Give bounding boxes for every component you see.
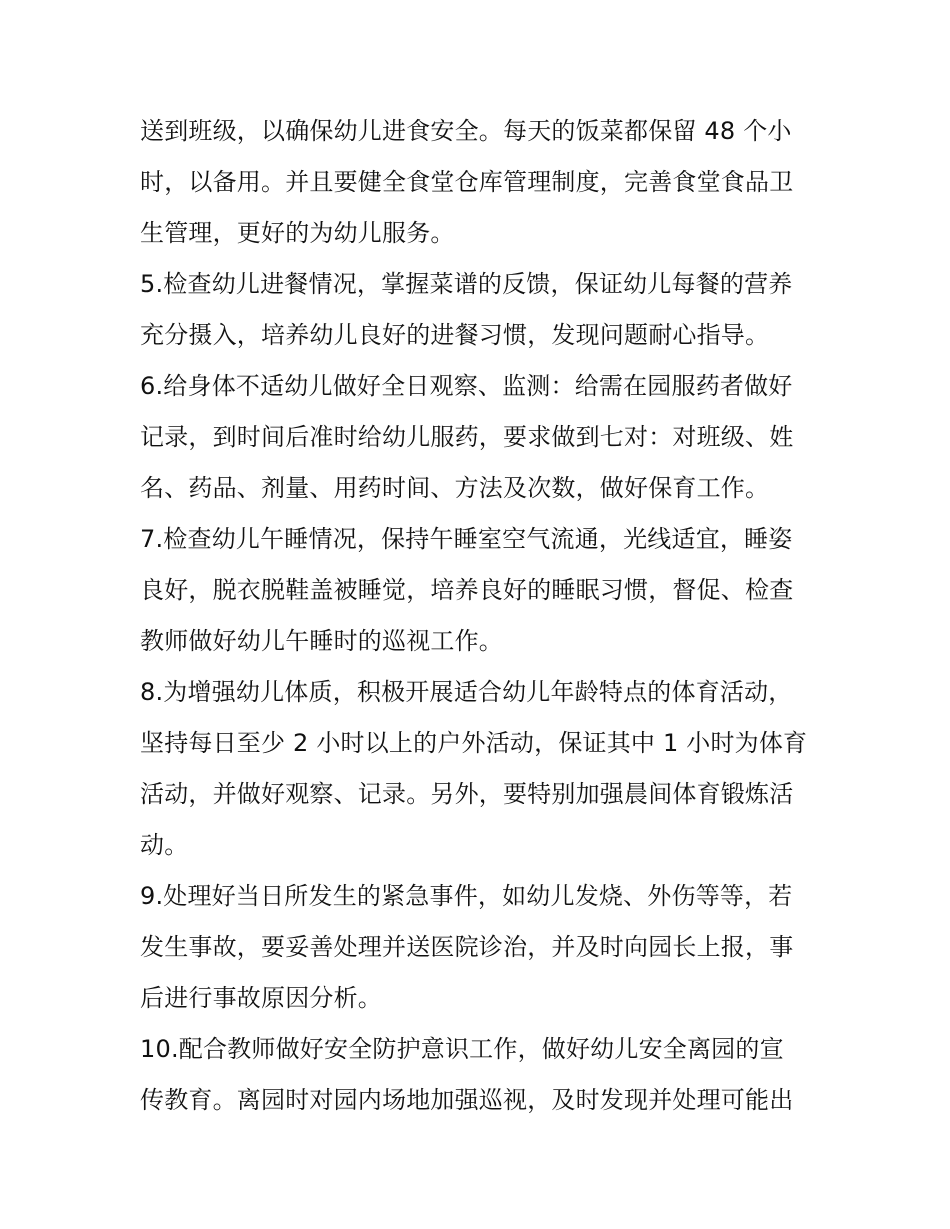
text-line: 时，以备用。并且要健全食堂仓库管理制度，完善食堂食品卫 [140, 168, 794, 196]
text-line: 5.检查幼儿进餐情况，掌握菜谱的反馈，保证幼儿每餐的营养 [140, 270, 793, 298]
text-line: 7.检查幼儿午睡情况，保持午睡室空气流通，光线适宜，睡姿 [140, 525, 793, 553]
text-line: 动。 [140, 831, 189, 859]
text-line: 送到班级，以确保幼儿进食安全。每天的饭菜都保留 48 个小 [140, 117, 792, 145]
text-line: 名、药品、剂量、用药时间、方法及次数，做好保育工作。 [140, 474, 770, 502]
text-line: 记录，到时间后准时给幼儿服药，要求做到七对：对班级、姓 [140, 423, 794, 451]
text-line: 后进行事故原因分析。 [140, 984, 382, 1012]
text-line: 10.配合教师做好安全防护意识工作，做好幼儿安全离园的宣 [140, 1035, 784, 1063]
text-line: 坚持每日至少 2 小时以上的户外活动，保证其中 1 小时为体育 [140, 729, 808, 757]
text-line: 发生事故，要妥善处理并送医院诊治，并及时向园长上报，事 [140, 933, 794, 961]
text-line: 教师做好幼儿午睡时的巡视工作。 [140, 627, 503, 655]
text-line: 活动，并做好观察、记录。另外，要特别加强晨间体育锻炼活 [140, 780, 794, 808]
text-line: 良好，脱衣脱鞋盖被睡觉，培养良好的睡眠习惯，督促、检查 [140, 576, 794, 604]
text-line: 8.为增强幼儿体质，积极开展适合幼儿年龄特点的体育活动， [140, 678, 793, 706]
text-line: 充分摄入，培养幼儿良好的进餐习惯，发现问题耐心指导。 [140, 321, 770, 349]
text-line: 6.给身体不适幼儿做好全日观察、监测：给需在园服药者做好 [140, 372, 793, 400]
text-line: 9.处理好当日所发生的紧急事件，如幼儿发烧、外伤等等，若 [140, 882, 793, 910]
text-line: 生管理，更好的为幼儿服务。 [140, 219, 455, 247]
text-line: 传教育。离园时对园内场地加强巡视，及时发现并处理可能出 [140, 1086, 794, 1114]
document-body [140, 106, 820, 1126]
